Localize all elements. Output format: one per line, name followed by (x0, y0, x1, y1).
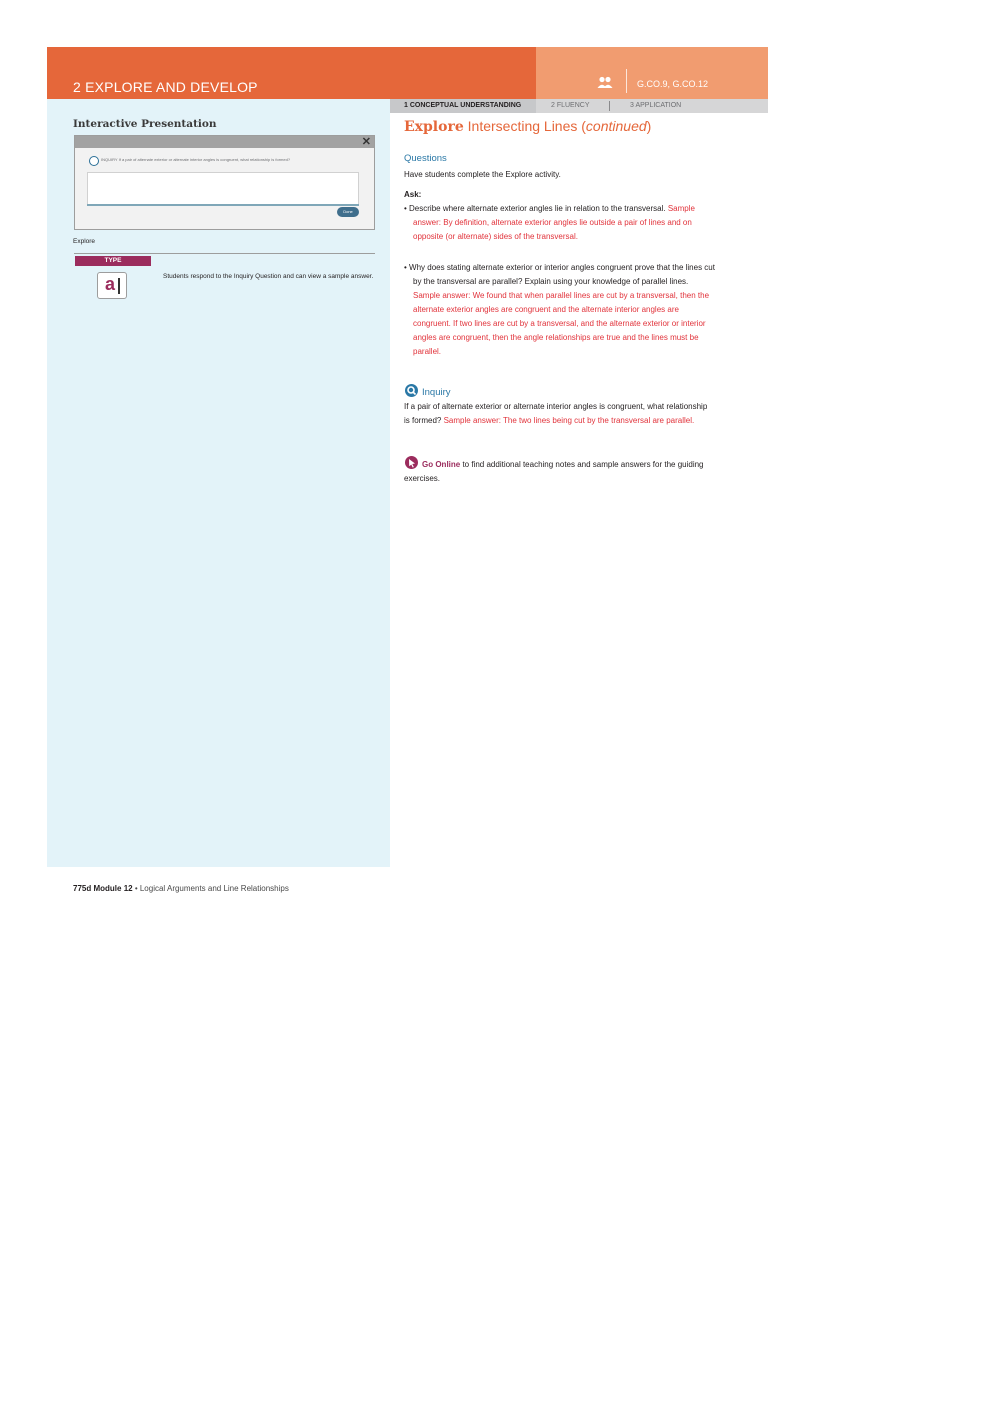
go-online-note: Go Online to find additional teaching notes and sample answers for the guiding exercises. (404, 455, 708, 486)
ask-bullet-1: • Describe where alternate exterior angles lie in relation to the transversal. Sample answer: By definition, alternate exterior angles lie outside a pair of lines and on opposite (or alternate) sides of the transversal. (404, 204, 695, 241)
inquiry-icon (404, 383, 419, 398)
section-title: 2 EXPLORE AND DEVELOP (73, 79, 258, 95)
cursor-click-icon (404, 455, 419, 470)
questions-intro: Have students complete the Explore activity. (404, 170, 561, 179)
screenshot-inquiry-text: INQUIRY If a pair of alternate exterior or alternate interior angles is congruent, what relationship is formed? (101, 157, 291, 162)
sidebar-heading: Interactive Presentation (73, 118, 217, 130)
ask-bullet-2: • Why does stating alternate exterior or interior angles congruent prove that the lines cut by the transversal are parallel? Explain using your knowledge of parallel lines. Sample answer: We found that when parallel lines are cut by a transversal, then the alternate exterior angles are congruent and the alternate interior angles are congruent. If two lines are cut by a transversal, and the alternate exterior or interior angles are congruent, then the angle relationships are true and the lines must be parallel. (404, 263, 715, 356)
screenshot-response-field (87, 172, 359, 206)
interactive-presentation-screenshot (74, 135, 375, 230)
screenshot-titlebar (75, 136, 374, 148)
page-title: Explore Intersecting Lines (continued) (404, 118, 652, 135)
lesson-tab-bar (390, 99, 768, 113)
page-number: 775d (73, 884, 92, 893)
inquiry-heading-row: Inquiry (404, 383, 451, 398)
inquiry-body: If a pair of alternate exterior or alternate interior angles is congruent, what relationship is formed? Sample answer: The two lines being cut by the transversal are parallel. (404, 402, 708, 425)
tab-conceptual-understanding: 1 CONCEPTUAL UNDERSTANDING (404, 102, 522, 109)
page-footer: 775d Module 12 • Logical Arguments and Line Relationships (73, 884, 289, 893)
ask-label: Ask: (404, 190, 422, 199)
tab-application: 3 APPLICATION (630, 102, 682, 109)
sidebar-rule (74, 253, 375, 254)
inquiry-icon (89, 156, 99, 166)
standards-bar (536, 47, 768, 99)
standards-label: G.CO.9, G.CO.12 (637, 79, 709, 89)
screenshot-caption: Explore (73, 238, 96, 245)
screenshot-divider (87, 204, 359, 206)
go-online-link[interactable]: Go Online (422, 460, 461, 469)
tab-divider (609, 101, 610, 111)
footer-module: Module 12 (93, 884, 133, 893)
questions-heading: Questions (404, 153, 447, 164)
section-header-bar (47, 47, 536, 99)
group-people-icon (597, 76, 613, 89)
standards-divider (626, 69, 627, 93)
tab-fluency: 2 FLUENCY (551, 102, 590, 109)
type-description: Students respond to the Inquiry Question and can view a sample answer. (163, 273, 374, 280)
screenshot-done-button: Done (337, 207, 359, 217)
type-tag: TYPE (75, 256, 151, 266)
close-icon: ✕ (361, 136, 371, 148)
text-cursor-icon: a (97, 272, 127, 299)
footer-subtitle: Logical Arguments and Line Relationships (139, 884, 289, 893)
